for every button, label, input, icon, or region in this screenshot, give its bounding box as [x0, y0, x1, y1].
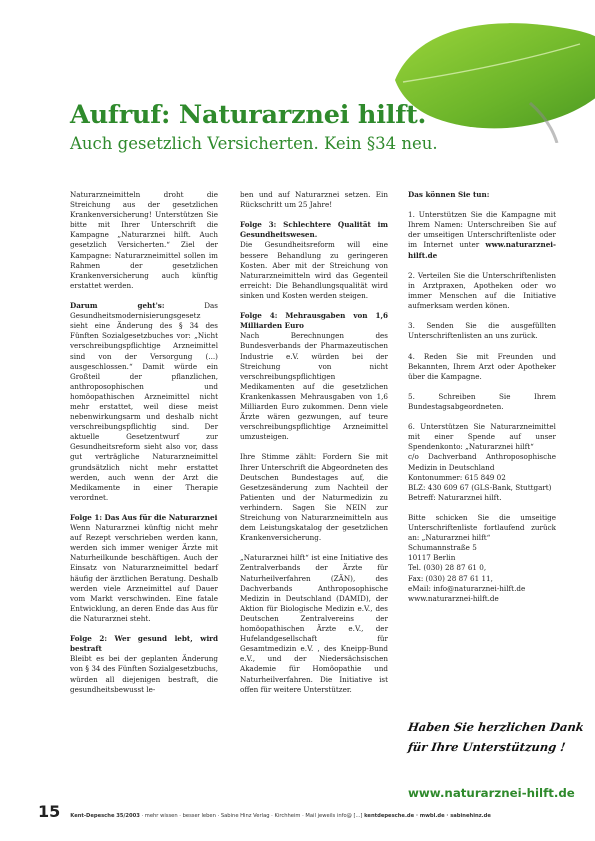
paragraph-text: Das Gesundheitsmodernisierungsgesetz sieht eine Änderung des § 34 des Fünften Sozialgesetzbuches vor: „Nicht verschreibungspflichtige Arzneimittel sind von der Versorgung (...) ausgeschlossen.“ Damit würde ein Großteil der pflanzlichen, anthroposophischen und homöopathischen Arzneimittel nicht mehr erstattet, weil diese meist nebenwirkungsarm und deshalb nicht verschreibungspflichtig sind. Der aktuelle Gesetzentwurf zur Gesundheitsreform sieht also vor, dass gut verträgliche Naturarzneimittel grundsätzlich nicht mehr erstattet werden, auch wenn der Arzt die Medikamente in einer Therapie verordnet.: [70, 301, 218, 502]
paragraph-heading: Folge 3: Schlechtere Qualität im Gesundheitswesen.: [240, 220, 388, 240]
step-text: 1. Unterstützen Sie die Kampagne mit Ihrem Namen: Unterschreiben Sie auf der umseitigen Unterschriftenliste oder im Internet unter: [408, 210, 556, 250]
column-heading: Das können Sie tun:: [408, 190, 490, 199]
paragraph-heading: Folge 4: Mehrausgaben von 1,6 Milliarden Euro: [240, 311, 388, 331]
address-line: Fax: (030) 28 87 61 11,: [408, 573, 493, 583]
page-footer: [38, 802, 568, 821]
paragraph-text: Wenn Naturarznei künftig nicht mehr auf Rezept verschrieben werden kann, werden sich immer weniger Ärzte mit Naturheilkunde beschäftigen. Auch der Einsatz von Naturarzneimittel bedarf häufig der ärztlichen Beratung. Deshalb werden viele Arzneimittel auf Dauer vom Markt verschwinden. Eine fatale Entwicklung, an deren Ende das Aus für die Naturarznei steht.: [70, 523, 218, 623]
paragraph-heading: Folge 2: Wer gesund lebt, wird bestraft: [70, 634, 218, 654]
page-number: 15: [38, 802, 61, 821]
step-4: 4. Reden Sie mit Freunden und Bekannten, Ihrem Arzt oder Apotheker über die Kampagne.: [408, 351, 556, 381]
paragraph-heading: Darum geht's:: [70, 301, 165, 311]
footer-line: [70, 813, 491, 819]
paragraph-folge-2: [70, 634, 218, 695]
bank-line: Betreff: Naturarznei hilft.: [408, 492, 502, 502]
paragraph-text: Bleibt es bei der geplanten Änderung von § 34 des Fünften Sozialgesetzbuchs, würden all diejenigen bestraft, die gesundheitsbewusst le-: [70, 654, 218, 694]
column-2: [240, 190, 388, 705]
paragraph-folge-1: [70, 513, 218, 624]
paragraph-folge-3: [240, 220, 388, 301]
step-1: [408, 210, 556, 260]
step-5: 5. Schreiben Sie Ihrem Bundestagsabgeordneten.: [408, 391, 556, 411]
step-7: [408, 513, 556, 604]
paragraph-darum: [70, 301, 218, 503]
address-line: Tel. (030) 28 87 61 0,: [408, 563, 487, 573]
step-3: 3. Senden Sie die ausgefüllten Unterschriftenlisten an uns zurück.: [408, 321, 556, 341]
website-url[interactable]: www.naturarznei-hilft.de: [408, 786, 575, 800]
publication-name: Kent-Depesche 35/2003: [70, 813, 140, 819]
header: [70, 100, 490, 155]
column-3: [408, 190, 556, 614]
bank-line: Kontonummer: 615 849 02: [408, 472, 506, 482]
footer-domains: kentdepesche.de · mwbl.de · sabinehinz.de: [364, 813, 491, 819]
bank-line: BLZ: 430 609 67 (GLS-Bank, Stuttgart): [408, 482, 552, 492]
step-text: 6. Unterstützen Sie Naturarzneimittel mit einer Spende auf unser Spendenkonto: „Naturarznei hilft“: [408, 422, 556, 452]
paragraph-continued: ben und auf Naturarznei setzen. Ein Rückschritt um 25 Jahre!: [240, 190, 388, 210]
page-subtitle: Auch gesetzlich Versicherten. Kein §34 neu.: [70, 134, 438, 153]
address-line: Schumannstraße 5: [408, 543, 477, 553]
paragraph-initiative: „Naturarznei hilft“ ist eine Initiative des Zentralverbands der Ärzte für Naturheilverfahren (ZÄN), des Dachverbands Anthroposophische Medizin in Deutschland (DAMID), der Aktion für Biologische Medizin e.V., des Deutschen Zentralvereins der homöopathischen Ärzte e.V., der Hufelandgesellschaft für Gesamtmedizin e.V. , des Kneipp-Bund e.V., und der Niedersächsischen Akademie für Homöopathie und Naturheilverfahren. Die Initiative ist offen für weitere Unterstützer.: [240, 553, 388, 694]
step-2: 2. Verteilen Sie die Unterschriftenlisten in Arztpraxen, Apotheken oder wo immer Menschen auf die Initiative aufmerksam werden könen.: [408, 270, 556, 311]
thank-you-note: [408, 717, 588, 757]
email-link[interactable]: eMail: info@naturarznei-hilft.de: [408, 583, 526, 593]
paragraph-text: Nach Berechnungen des Bundesverbands der Pharmazeutischen Industrie e.V. würden bei der Streichung von nicht verschreibungspflichtigen Medikamenten auf die gesetzlichen Krankenkassen Mehrausgaben von 1,6 Milliarden Euro zukommen. Denn viele Ärzte wären gezwungen, auf teure verschreibungspflichtige Arzneimittel umzusteigen.: [240, 331, 388, 442]
thank-you-line: Haben Sie herzlichen Dank: [407, 720, 585, 734]
thank-you-line: für Ihre Unterstützung !: [407, 740, 567, 754]
footer-text: · mehr wissen · besser leben · Sabine Hinz Verlag · Kirchheim · Mail jeweils info@ [...]: [139, 813, 365, 819]
paragraph-stimme: Ihre Stimme zählt: Fordern Sie mit Ihrer Unterschrift die Abgeordneten des Deutschen Bundestages auf, die Gesetzesänderung zum Nachteil der Patienten und der Naturmedizin zu verhindern. Sagen Sie NEIN zur Streichung von Naturarzneimitteln aus dem Leistungskatalog der gesetzlichen Krankenversicherung.: [240, 452, 388, 543]
column-1: [70, 190, 218, 705]
step-text: Bitte schicken Sie die umseitige Unterschriftenliste fortlaufend zurück an: „Naturarznei hilft“: [408, 513, 556, 543]
bank-line: c/o Dachverband Anthroposophische Medizin in Deutschland: [408, 452, 556, 472]
website-link[interactable]: www.naturarznei-hilft.de: [408, 593, 499, 603]
intro-paragraph: Naturarzneimitteln droht die Streichung aus der gesetzlichen Krankenversicherung! Unterstützen Sie bitte mit Ihrer Unterschrift die Kampagne „Naturarznei hilft. Auch gesetzlich Versicherten.“ Ziel der Kampagne: Naturarzneimittel sollen im Rahmen der gesetzlichen Krankenversicherung auch künftig erstattet werden.: [70, 190, 218, 290]
paragraph-heading: Folge 1: Das Aus für die Naturarznei: [70, 513, 218, 522]
address-line: 10117 Berlin: [408, 553, 456, 563]
campaign-link[interactable]: www.naturarznei-hilft.de: [408, 240, 556, 260]
paragraph-folge-4: [240, 311, 388, 442]
step-6: [408, 422, 556, 503]
page-title: Aufruf: Naturarznei hilft.: [70, 100, 427, 130]
paragraph-text: Die Gesundheitsreform will eine bessere Behandlung zu geringeren Kosten. Aber mit der Streichung von Naturarzneimitteln wird das Gegenteil erreicht: Die Behandlungsqualität wird sinken und Kosten werden steigen.: [240, 240, 388, 300]
